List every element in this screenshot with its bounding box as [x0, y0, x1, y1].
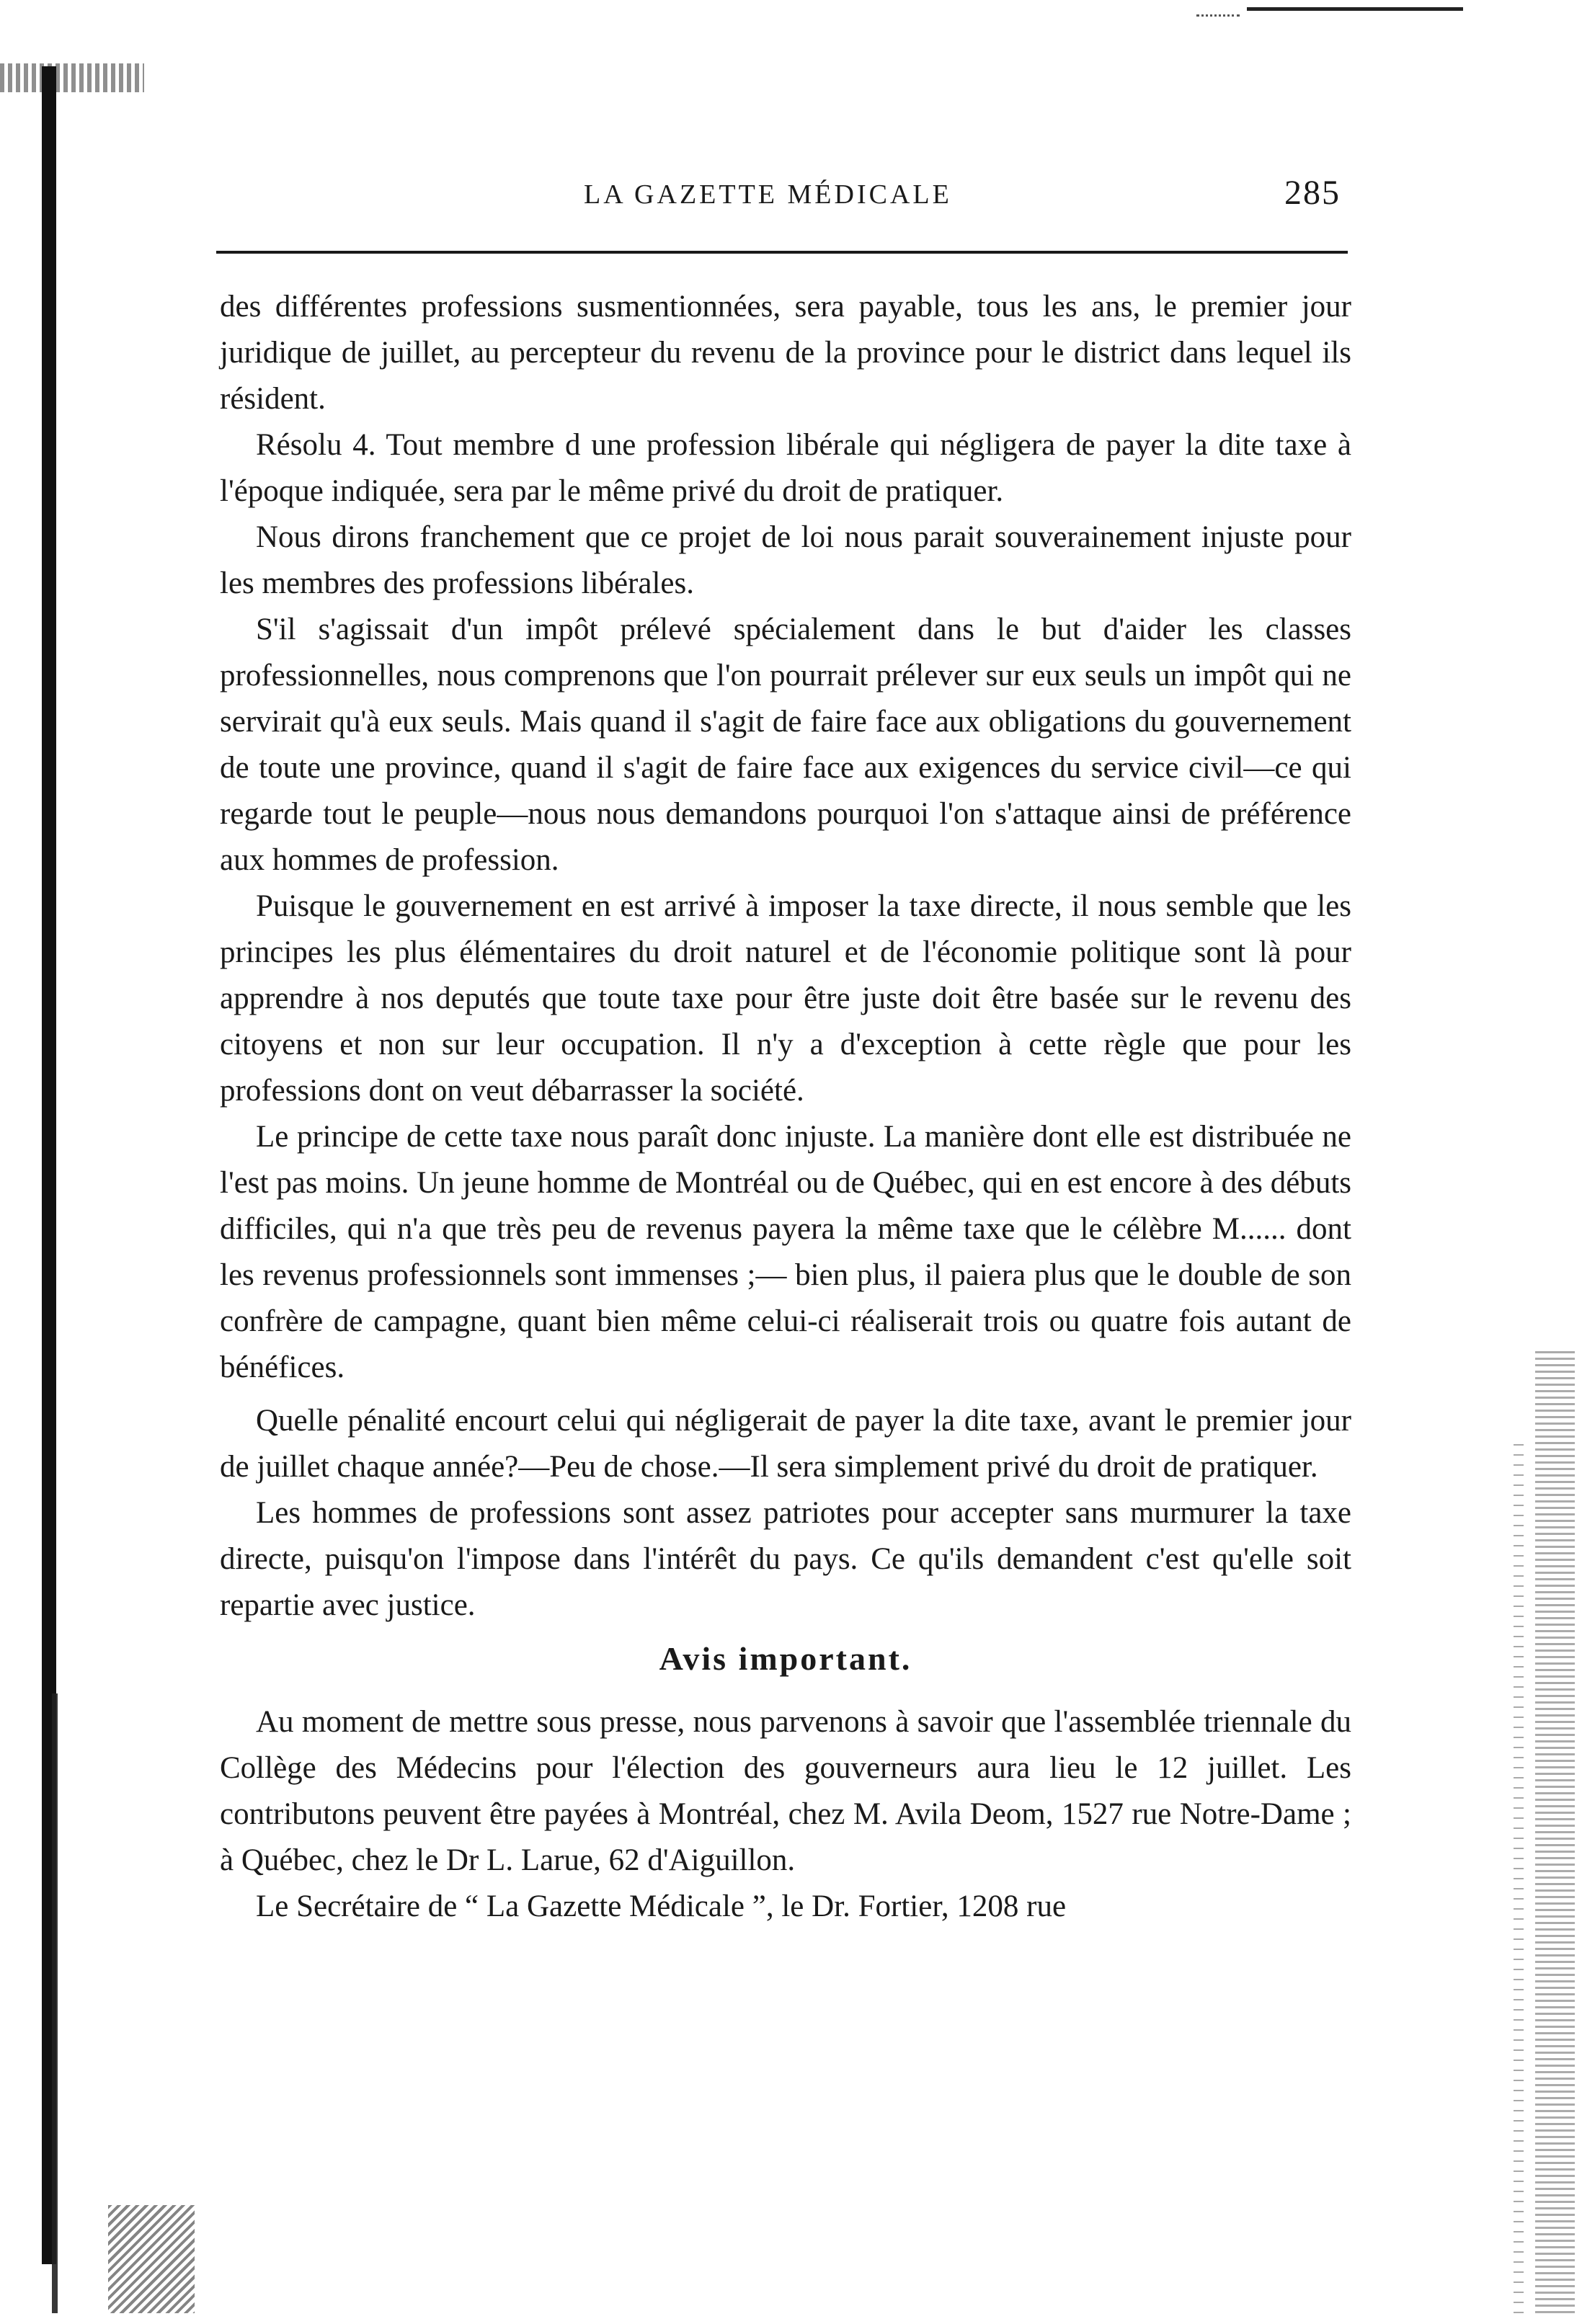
notice-paragraph-assembly: Au moment de mettre sous presse, nous parvenons à savoir que l'assemblée triennale du Collège des Médecins pour l'élection des gouverneurs aura lieu le 12 juillet. Les contributons peuvent être payées à Montréal, chez M. Avila Deom, 1527 rue Notre-Dame ; à Québec, chez le Dr L. Larue, 62 d'Aiguillon.: [220, 1705, 1351, 1877]
paragraph-direct-tax: Puisque le gouvernement en est arrivé à imposer la taxe directe, il nous semble que les principes les plus élémentaires du droit naturel et de l'économie politique sont là pour apprendre à nos deputés que toute taxe pour être juste doit être basée sur le revenu des citoyens et non sur leur occupation. Il n'y a d'exception à cette règle que pour les professions dont on veut débarrasser la société.: [220, 889, 1351, 1108]
scan-binding-edge-top: [0, 63, 144, 92]
paragraph-distribution: Le principe de cette taxe nous paraît donc injuste. La manière dont elle est distribuée ne l'est pas moins. Un jeune homme de Montréal ou de Québec, qui en est encore à des débuts difficiles, qui n'a que très peu de revenus payera la même taxe que le célèbre M...... dont les revenus professionnels sont immenses ;— bien plus, il paiera plus que le double de son confrère de campagne, quant bien même celui-ci réaliserait trois ou quatre fois autant de bénéfices.: [220, 1120, 1351, 1384]
paragraph-patriots: Les hommes de professions sont assez patriotes pour accepter sans murmurer la taxe directe, puisqu'on l'impose dans l'intérêt du pays. Ce qu'ils demandent c'est qu'elle soit repartie avec justice.: [220, 1496, 1351, 1622]
scan-corner-noise: [108, 2205, 195, 2313]
article-body: [220, 284, 1351, 1930]
notice-paragraph-secretary: Le Secrétaire de “ La Gazette Médicale ”, le Dr. Fortier, 1208 rue: [256, 1889, 1067, 1923]
paragraph-resolution-4: Résolu 4. Tout membre d une profession libérale qui négligera de payer la dite taxe à l'époque indiquée, sera par le même privé du droit de pratiquer.: [220, 428, 1351, 508]
notice-heading: Avis important.: [659, 1640, 912, 1677]
scan-right-gutter-noise: [1535, 1348, 1575, 2313]
page-number: 285: [1284, 174, 1341, 212]
running-head: [223, 164, 1341, 222]
scan-right-gutter-noise-2: [1514, 1441, 1524, 2313]
scan-binding-shadow: [52, 1693, 58, 2313]
paragraph-penalty: Quelle pénalité encourt celui qui négligerait de payer la dite taxe, avant le premier jour de juillet chaque année?—Peu de chose.—Il sera simplement privé du droit de pratiquer.: [220, 1404, 1351, 1484]
paragraph-continued: des différentes professions susmentionnées, sera payable, tous les ans, le premier jour juridique de juillet, au percepteur du revenu de la province pour le district dans lequel ils résident.: [220, 290, 1351, 416]
scan-top-rule: [1247, 7, 1463, 11]
journal-title: LA GAZETTE MÉDICALE: [584, 179, 952, 210]
paragraph-argument: S'il s'agissait d'un impôt prélevé spécialement dans le but d'aider les classes professionnelles, nous comprenons que l'on pourrait prélever sur eux seuls un impôt qui ne servirait qu'à eux seuls. Mais quand il s'agit de faire face aux obligations du gouvernement de toute une province, quand il s'agit de faire face aux exigences du service civil—ce qui regarde tout le peuple—nous nous demandons pourquoi l'on s'attaque ainsi de préférence aux hommes de profession.: [220, 613, 1351, 877]
scan-top-dots: [1196, 14, 1240, 19]
header-rule: [216, 251, 1348, 254]
paragraph-opinion: Nous dirons franchement que ce projet de loi nous parait souverainement injuste pour les membres des professions libérales.: [220, 520, 1351, 600]
